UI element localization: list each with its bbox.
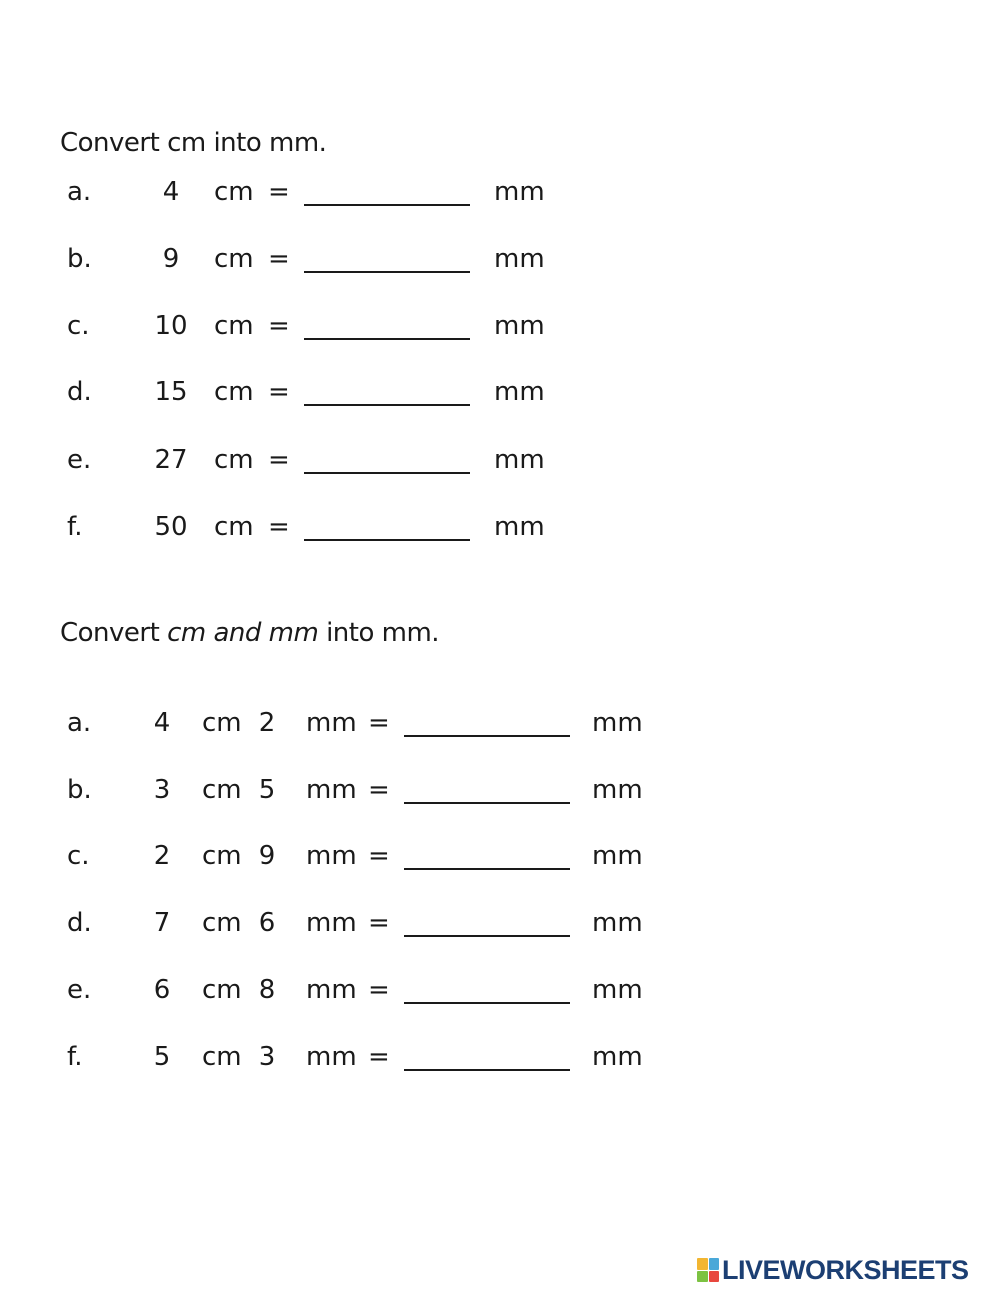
cm-unit: cm (214, 512, 254, 542)
equals-sign: = (368, 708, 390, 738)
result-unit: mm (592, 975, 643, 1005)
answer-blank[interactable] (404, 735, 570, 737)
answer-blank[interactable] (304, 404, 470, 406)
row-label: e. (67, 975, 92, 1005)
equals-sign: = (368, 775, 390, 805)
answer-blank[interactable] (404, 802, 570, 804)
cm-unit: cm (202, 775, 242, 805)
equals-sign: = (268, 445, 290, 475)
logo-square (697, 1258, 708, 1270)
title-emphasis: cm and mm (167, 618, 319, 648)
result-unit: mm (592, 708, 643, 738)
row-label: a. (67, 177, 92, 207)
cm-value: 10 (154, 311, 188, 341)
row-label: f. (67, 512, 83, 542)
logo-square (697, 1271, 708, 1283)
cm-unit: cm (214, 177, 254, 207)
cm-unit: cm (214, 311, 254, 341)
result-unit: mm (494, 177, 545, 207)
cm-value: 3 (153, 775, 171, 805)
equals-sign: = (368, 841, 390, 871)
equals-sign: = (368, 1042, 390, 1072)
cm-value: 50 (154, 512, 188, 542)
answer-blank[interactable] (404, 1069, 570, 1071)
mm-value: 3 (258, 1042, 276, 1072)
equals-sign: = (268, 377, 290, 407)
cm-value: 5 (153, 1042, 171, 1072)
result-unit: mm (592, 1042, 643, 1072)
equals-sign: = (268, 311, 290, 341)
cm-value: 15 (154, 377, 188, 407)
row-label: d. (67, 377, 92, 407)
result-unit: mm (494, 445, 545, 475)
cm-value: 2 (153, 841, 171, 871)
cm-unit: cm (202, 1042, 242, 1072)
row-label: c. (67, 841, 90, 871)
result-unit: mm (494, 244, 545, 274)
cm-unit: cm (202, 708, 242, 738)
equals-sign: = (268, 177, 290, 207)
equals-sign: = (368, 908, 390, 938)
row-label: c. (67, 311, 90, 341)
result-unit: mm (592, 908, 643, 938)
answer-blank[interactable] (404, 935, 570, 937)
logo-square (709, 1258, 720, 1270)
cm-unit: cm (202, 975, 242, 1005)
row-label: b. (67, 775, 92, 805)
mm-value: 2 (258, 708, 276, 738)
mm-value: 6 (258, 908, 276, 938)
liveworksheets-brand (697, 1255, 969, 1285)
answer-blank[interactable] (404, 1002, 570, 1004)
result-unit: mm (592, 775, 643, 805)
answer-blank[interactable] (404, 868, 570, 870)
cm-unit: cm (202, 841, 242, 871)
row-label: f. (67, 1042, 83, 1072)
logo-square (709, 1271, 720, 1283)
result-unit: mm (494, 311, 545, 341)
equals-sign: = (368, 975, 390, 1005)
cm-unit: cm (202, 908, 242, 938)
cm-unit: cm (214, 445, 254, 475)
mm-value: 5 (258, 775, 276, 805)
mm-unit: mm (306, 841, 357, 871)
cm-value: 27 (154, 445, 188, 475)
answer-blank[interactable] (304, 338, 470, 340)
equals-sign: = (268, 512, 290, 542)
result-unit: mm (494, 377, 545, 407)
answer-blank[interactable] (304, 472, 470, 474)
mm-unit: mm (306, 1042, 357, 1072)
answer-blank[interactable] (304, 539, 470, 541)
mm-value: 9 (258, 841, 276, 871)
cm-unit: cm (214, 244, 254, 274)
section1-title: Convert cm into mm. (60, 128, 327, 158)
mm-unit: mm (306, 908, 357, 938)
answer-blank[interactable] (304, 271, 470, 273)
mm-unit: mm (306, 975, 357, 1005)
row-label: e. (67, 445, 92, 475)
section2-title: Convert cm and mm into mm. (60, 618, 440, 648)
liveworksheets-logo-icon (697, 1258, 719, 1282)
mm-unit: mm (306, 708, 357, 738)
mm-unit: mm (306, 775, 357, 805)
cm-value: 7 (153, 908, 171, 938)
cm-value: 9 (162, 244, 180, 274)
row-label: b. (67, 244, 92, 274)
cm-value: 4 (162, 177, 180, 207)
result-unit: mm (494, 512, 545, 542)
answer-blank[interactable] (304, 204, 470, 206)
row-label: a. (67, 708, 92, 738)
cm-value: 6 (153, 975, 171, 1005)
cm-unit: cm (214, 377, 254, 407)
equals-sign: = (268, 244, 290, 274)
result-unit: mm (592, 841, 643, 871)
cm-value: 4 (153, 708, 171, 738)
mm-value: 8 (258, 975, 276, 1005)
brand-name: LIVEWORKSHEETS (722, 1254, 969, 1285)
row-label: d. (67, 908, 92, 938)
